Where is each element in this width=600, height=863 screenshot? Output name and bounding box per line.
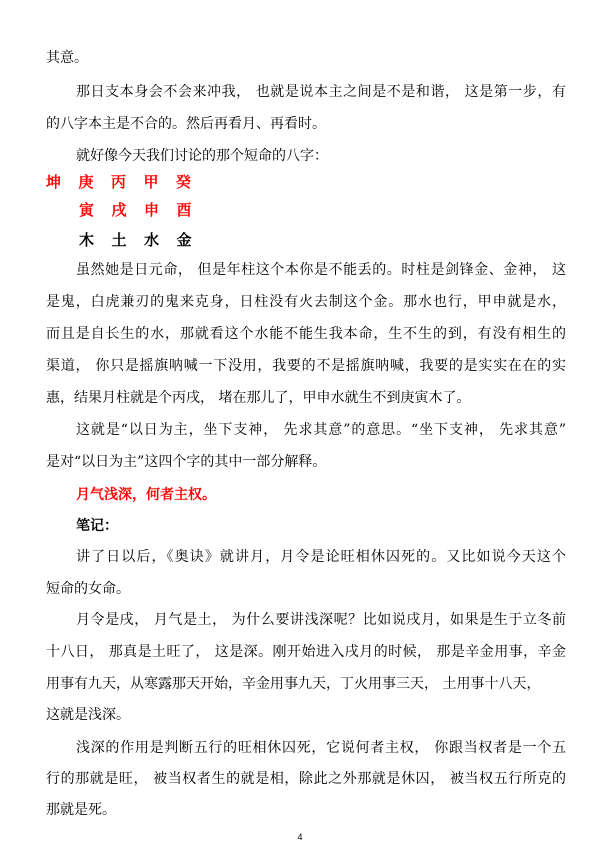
paragraph-line: 用事有九天，从寒露那天开始，辛金用事九天，丁火用事三天， 土用事十八天， — [46, 676, 541, 692]
heavenly-stem: 癸 — [176, 173, 192, 191]
notes-label: 笔记： — [76, 518, 118, 534]
paragraph-line: 这就是浅深。 — [46, 707, 130, 723]
paragraph-line: 那日支本身会不会来冲我， 也就是说本主之间是不是和谐， 这是第一步，有 — [76, 84, 566, 100]
paragraph-line: 是鬼，白虎兼刃的鬼来克身，日柱没有火去制这个金。那水也行，甲申就是水， — [46, 294, 566, 310]
earthly-branch: 戌 — [111, 201, 127, 219]
paragraph-line: 这就是“以日为主，坐下支神， 先求其意”的意思。“坐下支神， 先求其意” — [76, 422, 566, 438]
paragraph-line: 浅深的作用是判断五行的旺相休囚死，它说何者主权， 你跟当权者是一个五 — [76, 740, 566, 756]
paragraph-line: 渠道， 你只是摇旗呐喊一下没用，我要的不是摇旗呐喊，我要的是实实在在的实 — [46, 358, 566, 374]
page-number: 4 — [297, 832, 303, 842]
paragraph-line: 月令是戌， 月气是土， 为什么要讲浅深呢？比如说戌月，如果是生于立冬前 — [76, 612, 566, 628]
bazi-branches-row — [79, 199, 209, 221]
heavenly-stem: 坤 — [46, 173, 62, 191]
earthly-branch: 酉 — [176, 201, 192, 219]
heavenly-stem: 甲 — [143, 173, 159, 191]
paragraph-line: 惠，结果月柱就是个丙戌， 堵在那儿了，甲申水就生不到庚寅木了。 — [46, 390, 471, 406]
section-heading: 月气浅深，何者主权。 — [76, 487, 216, 503]
five-element: 金 — [176, 231, 192, 249]
five-element: 土 — [111, 231, 127, 249]
bazi-elements-row — [79, 229, 209, 251]
paragraph-line: 讲了日以后，《奥诀》就讲月，月令是论旺相休囚死的。又比如说今天这个 — [76, 549, 566, 565]
paragraph-line: 而且是自长生的水，那就看这个水能不能生我本命，生不生的到，有没有相生的 — [46, 326, 566, 342]
heavenly-stem: 庚 — [78, 173, 94, 191]
paragraph-line: 行的那就是旺， 被当权者生的就是相，除此之外那就是休囚， 被当权五行所克的 — [46, 771, 566, 787]
paragraph-line: 十八日， 那真是土旺了， 这是深。刚开始进入戌月的时候， 那是辛金用事，辛金 — [46, 644, 566, 660]
five-element: 水 — [144, 231, 160, 249]
paragraph-line: 就好像今天我们讨论的那个短命的八字： — [76, 148, 328, 164]
paragraph-line: 短命的女命。 — [46, 581, 130, 597]
heavenly-stem: 丙 — [111, 173, 127, 191]
bazi-stems-row — [46, 171, 209, 193]
earthly-branch: 寅 — [79, 201, 95, 219]
paragraph-line: 是对“以日为主”这四个字的其中一部分解释。 — [46, 454, 327, 470]
five-element: 木 — [79, 231, 95, 249]
earthly-branch: 申 — [144, 201, 160, 219]
paragraph-line: 虽然她是日元命， 但是年柱这个本你是不能丢的。时柱是剑锋金、金神， 这 — [76, 262, 566, 278]
paragraph-line: 那就是死。 — [46, 802, 116, 818]
paragraph-line: 其意。 — [46, 50, 88, 66]
paragraph-line: 的八字本主是不合的。然后再看月、再看时。 — [46, 116, 326, 132]
